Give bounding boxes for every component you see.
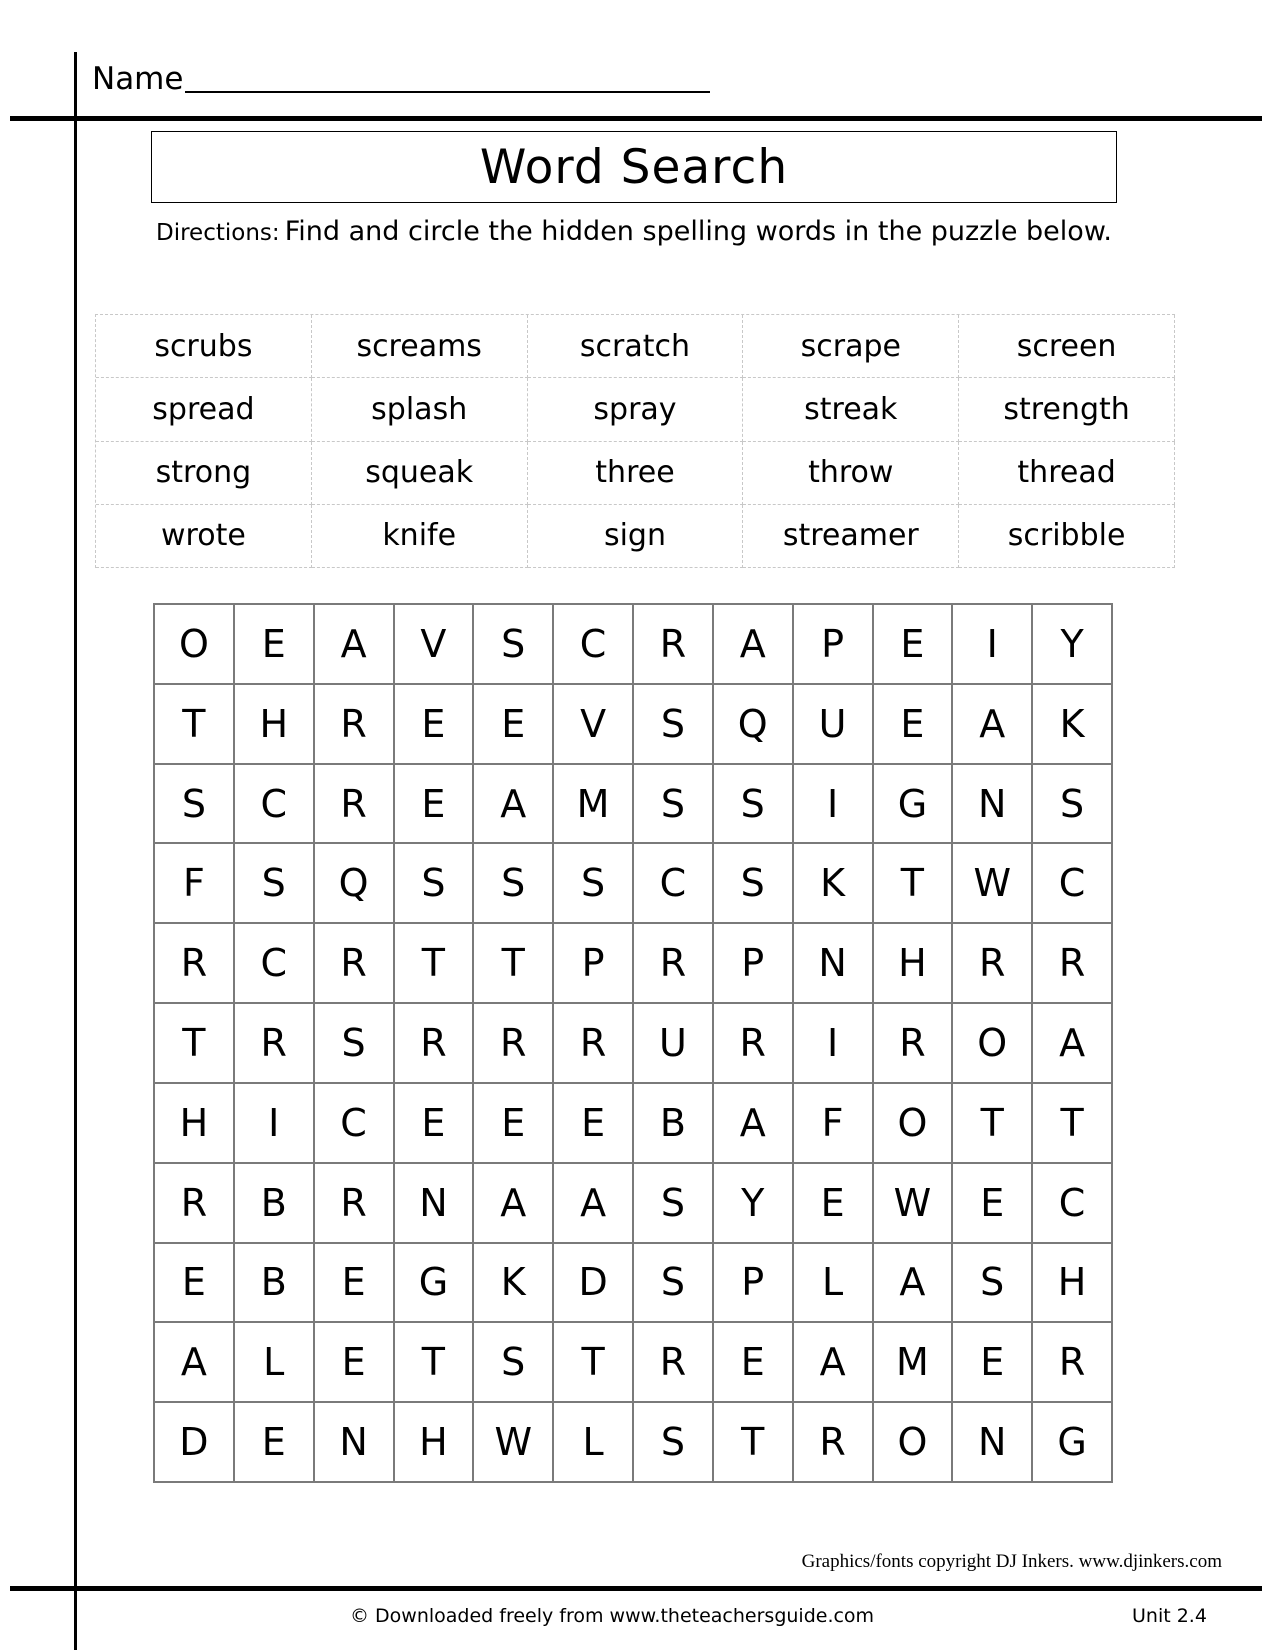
footer-divider-line — [10, 1586, 1262, 1591]
puzzle-letter-cell[interactable]: B — [235, 1244, 315, 1324]
puzzle-letter-cell[interactable]: R — [315, 1164, 395, 1244]
word-bank-item: scrape — [743, 315, 959, 378]
puzzle-letter-cell[interactable]: S — [714, 844, 794, 924]
puzzle-letter-cell[interactable]: S — [1033, 765, 1113, 845]
puzzle-letter-cell[interactable]: R — [315, 765, 395, 845]
puzzle-letter-cell[interactable]: S — [315, 1004, 395, 1084]
puzzle-letter-cell[interactable]: E — [315, 1323, 395, 1403]
puzzle-letter-cell[interactable]: H — [155, 1084, 235, 1164]
puzzle-letter-cell[interactable]: E — [953, 1323, 1033, 1403]
word-bank-item: scratch — [528, 315, 744, 378]
puzzle-letter-cell[interactable]: C — [634, 844, 714, 924]
puzzle-letter-cell[interactable]: E — [714, 1323, 794, 1403]
directions-label: Directions: — [156, 220, 280, 246]
puzzle-letter-cell[interactable]: U — [794, 685, 874, 765]
word-bank-item: spray — [528, 378, 744, 441]
puzzle-letter-cell[interactable]: O — [874, 1403, 954, 1483]
puzzle-letter-cell[interactable]: E — [953, 1164, 1033, 1244]
margin-vertical-line — [74, 52, 77, 1650]
puzzle-letter-cell[interactable]: E — [554, 1084, 634, 1164]
puzzle-letter-cell[interactable]: W — [874, 1164, 954, 1244]
puzzle-letter-cell[interactable]: S — [714, 765, 794, 845]
word-bank-item: scrubs — [96, 315, 312, 378]
puzzle-letter-cell[interactable]: K — [474, 1244, 554, 1324]
puzzle-letter-cell[interactable]: R — [794, 1403, 874, 1483]
puzzle-letter-cell[interactable]: H — [395, 1403, 475, 1483]
puzzle-letter-cell[interactable]: S — [554, 844, 634, 924]
puzzle-letter-cell[interactable]: R — [235, 1004, 315, 1084]
puzzle-letter-cell[interactable]: O — [953, 1004, 1033, 1084]
puzzle-letter-cell[interactable]: W — [953, 844, 1033, 924]
puzzle-letter-cell[interactable]: I — [794, 765, 874, 845]
puzzle-letter-cell[interactable]: N — [395, 1164, 475, 1244]
puzzle-letter-cell[interactable]: E — [474, 1084, 554, 1164]
puzzle-letter-cell[interactable]: Q — [315, 844, 395, 924]
puzzle-letter-cell[interactable]: A — [874, 1244, 954, 1324]
puzzle-letter-cell[interactable]: E — [794, 1164, 874, 1244]
puzzle-letter-cell[interactable]: S — [474, 605, 554, 685]
puzzle-letter-cell[interactable]: A — [1033, 1004, 1113, 1084]
puzzle-letter-cell[interactable]: Y — [714, 1164, 794, 1244]
puzzle-letter-cell[interactable]: M — [554, 765, 634, 845]
puzzle-letter-cell[interactable]: E — [395, 765, 475, 845]
puzzle-letter-cell[interactable]: S — [634, 1164, 714, 1244]
puzzle-letter-cell[interactable]: C — [315, 1084, 395, 1164]
puzzle-letter-cell[interactable]: T — [953, 1084, 1033, 1164]
puzzle-letter-cell[interactable]: R — [714, 1004, 794, 1084]
puzzle-letter-cell[interactable]: G — [395, 1244, 475, 1324]
word-search-grid — [153, 603, 1113, 1483]
title-box — [151, 131, 1117, 203]
puzzle-letter-cell[interactable]: R — [554, 1004, 634, 1084]
puzzle-letter-cell[interactable]: E — [474, 685, 554, 765]
puzzle-letter-cell[interactable]: T — [395, 924, 475, 1004]
puzzle-letter-cell[interactable]: K — [794, 844, 874, 924]
puzzle-letter-cell[interactable]: H — [874, 924, 954, 1004]
puzzle-letter-cell[interactable]: N — [794, 924, 874, 1004]
puzzle-letter-cell[interactable]: A — [554, 1164, 634, 1244]
puzzle-letter-cell[interactable]: W — [474, 1403, 554, 1483]
puzzle-letter-cell[interactable]: E — [235, 1403, 315, 1483]
puzzle-letter-cell[interactable]: F — [794, 1084, 874, 1164]
directions — [156, 216, 1156, 247]
puzzle-letter-cell[interactable]: R — [155, 924, 235, 1004]
name-field — [92, 56, 710, 96]
word-bank-item: streak — [743, 378, 959, 441]
puzzle-letter-cell[interactable]: K — [1033, 685, 1113, 765]
puzzle-letter-cell[interactable]: E — [315, 1244, 395, 1324]
puzzle-letter-cell[interactable]: N — [953, 1403, 1033, 1483]
puzzle-letter-cell[interactable]: S — [474, 1323, 554, 1403]
puzzle-letter-cell[interactable]: R — [474, 1004, 554, 1084]
puzzle-letter-cell[interactable]: T — [155, 685, 235, 765]
header-divider-line — [10, 116, 1262, 121]
word-bank-item: strength — [959, 378, 1175, 441]
puzzle-letter-cell[interactable]: E — [395, 1084, 475, 1164]
puzzle-letter-cell[interactable]: C — [235, 765, 315, 845]
puzzle-letter-cell[interactable]: G — [1033, 1403, 1113, 1483]
puzzle-letter-cell[interactable]: A — [714, 1084, 794, 1164]
puzzle-letter-cell[interactable]: D — [554, 1244, 634, 1324]
puzzle-letter-cell[interactable]: U — [634, 1004, 714, 1084]
puzzle-letter-cell[interactable]: S — [235, 844, 315, 924]
puzzle-letter-cell[interactable]: S — [953, 1244, 1033, 1324]
puzzle-letter-cell[interactable]: G — [874, 765, 954, 845]
puzzle-letter-cell[interactable]: S — [395, 844, 475, 924]
puzzle-letter-cell[interactable]: L — [794, 1244, 874, 1324]
puzzle-letter-cell[interactable]: A — [953, 685, 1033, 765]
puzzle-letter-cell[interactable]: B — [235, 1164, 315, 1244]
puzzle-letter-cell[interactable]: P — [714, 924, 794, 1004]
puzzle-letter-cell[interactable]: C — [1033, 844, 1113, 924]
puzzle-letter-cell[interactable]: P — [794, 605, 874, 685]
puzzle-letter-cell[interactable]: R — [953, 924, 1033, 1004]
puzzle-letter-cell[interactable]: M — [874, 1323, 954, 1403]
footer-source: © Downloaded freely from www.theteachersguide.com — [350, 1605, 875, 1627]
word-bank-item: spread — [96, 378, 312, 441]
puzzle-letter-cell[interactable]: L — [235, 1323, 315, 1403]
puzzle-letter-cell[interactable]: R — [634, 924, 714, 1004]
puzzle-letter-cell[interactable]: S — [155, 765, 235, 845]
copyright-note: Graphics/fonts copyright DJ Inkers. www.djinkers.com — [801, 1551, 1222, 1572]
puzzle-letter-cell[interactable]: P — [554, 924, 634, 1004]
puzzle-letter-cell[interactable]: S — [634, 1403, 714, 1483]
puzzle-letter-cell[interactable]: R — [395, 1004, 475, 1084]
puzzle-letter-cell[interactable]: Y — [1033, 605, 1113, 685]
puzzle-letter-cell[interactable]: C — [235, 924, 315, 1004]
page-title: Word Search — [479, 139, 789, 195]
puzzle-letter-cell[interactable]: V — [395, 605, 475, 685]
directions-text: Find and circle the hidden spelling words in the puzzle below. — [284, 216, 1113, 247]
word-bank — [95, 314, 1175, 568]
puzzle-letter-cell[interactable]: T — [874, 844, 954, 924]
puzzle-letter-cell[interactable]: E — [874, 685, 954, 765]
puzzle-letter-cell[interactable]: T — [1033, 1084, 1113, 1164]
puzzle-letter-cell[interactable]: Q — [714, 685, 794, 765]
footer-unit: Unit 2.4 — [1132, 1605, 1207, 1627]
word-bank-item: strong — [96, 442, 312, 505]
puzzle-letter-cell[interactable]: A — [794, 1323, 874, 1403]
puzzle-letter-cell[interactable]: F — [155, 844, 235, 924]
puzzle-letter-cell[interactable]: C — [554, 605, 634, 685]
puzzle-letter-cell[interactable]: H — [235, 685, 315, 765]
puzzle-letter-cell[interactable]: A — [474, 765, 554, 845]
puzzle-letter-cell[interactable]: E — [874, 605, 954, 685]
puzzle-letter-cell[interactable]: E — [395, 685, 475, 765]
name-label: Name — [92, 61, 184, 97]
puzzle-letter-cell[interactable]: R — [874, 1004, 954, 1084]
puzzle-letter-cell[interactable]: H — [1033, 1244, 1113, 1324]
puzzle-letter-cell[interactable]: T — [395, 1323, 475, 1403]
word-bank-item: sign — [528, 505, 744, 568]
puzzle-letter-cell[interactable]: A — [155, 1323, 235, 1403]
puzzle-letter-cell[interactable]: O — [874, 1084, 954, 1164]
word-bank-item: splash — [312, 378, 528, 441]
puzzle-letter-cell[interactable]: S — [634, 765, 714, 845]
puzzle-letter-cell[interactable]: S — [634, 685, 714, 765]
puzzle-letter-cell[interactable]: I — [235, 1084, 315, 1164]
puzzle-letter-cell[interactable]: S — [474, 844, 554, 924]
puzzle-letter-cell[interactable]: O — [155, 605, 235, 685]
puzzle-letter-cell[interactable]: R — [634, 605, 714, 685]
word-bank-item: screen — [959, 315, 1175, 378]
word-bank-item: three — [528, 442, 744, 505]
puzzle-letter-cell[interactable]: S — [634, 1244, 714, 1324]
word-bank-item: knife — [312, 505, 528, 568]
puzzle-letter-cell[interactable]: I — [953, 605, 1033, 685]
puzzle-letter-cell[interactable]: N — [953, 765, 1033, 845]
word-bank-item: wrote — [96, 505, 312, 568]
word-bank-item: throw — [743, 442, 959, 505]
puzzle-letter-cell[interactable]: T — [155, 1004, 235, 1084]
word-bank-item: thread — [959, 442, 1175, 505]
word-bank-item: screams — [312, 315, 528, 378]
puzzle-letter-cell[interactable]: P — [714, 1244, 794, 1324]
puzzle-letter-cell[interactable]: R — [315, 924, 395, 1004]
puzzle-letter-cell[interactable]: L — [554, 1403, 634, 1483]
puzzle-letter-cell[interactable]: C — [1033, 1164, 1113, 1244]
puzzle-letter-cell[interactable]: R — [1033, 1323, 1113, 1403]
puzzle-letter-cell[interactable]: R — [315, 685, 395, 765]
word-bank-item: squeak — [312, 442, 528, 505]
puzzle-letter-cell[interactable]: R — [1033, 924, 1113, 1004]
puzzle-letter-cell[interactable]: B — [634, 1084, 714, 1164]
puzzle-letter-cell[interactable]: T — [714, 1403, 794, 1483]
word-bank-item: streamer — [743, 505, 959, 568]
puzzle-letter-cell[interactable]: T — [474, 924, 554, 1004]
name-blank-line — [185, 91, 710, 93]
word-bank-item: scribble — [959, 505, 1175, 568]
puzzle-letter-cell[interactable]: D — [155, 1403, 235, 1483]
puzzle-letter-cell[interactable]: V — [554, 685, 634, 765]
puzzle-letter-cell[interactable]: N — [315, 1403, 395, 1483]
puzzle-letter-cell[interactable]: E — [235, 605, 315, 685]
puzzle-letter-cell[interactable]: I — [794, 1004, 874, 1084]
puzzle-letter-cell[interactable]: A — [474, 1164, 554, 1244]
puzzle-letter-cell[interactable]: A — [714, 605, 794, 685]
puzzle-letter-cell[interactable]: A — [315, 605, 395, 685]
puzzle-letter-cell[interactable]: R — [634, 1323, 714, 1403]
puzzle-letter-cell[interactable]: T — [554, 1323, 634, 1403]
puzzle-letter-cell[interactable]: R — [155, 1164, 235, 1244]
puzzle-letter-cell[interactable]: E — [155, 1244, 235, 1324]
